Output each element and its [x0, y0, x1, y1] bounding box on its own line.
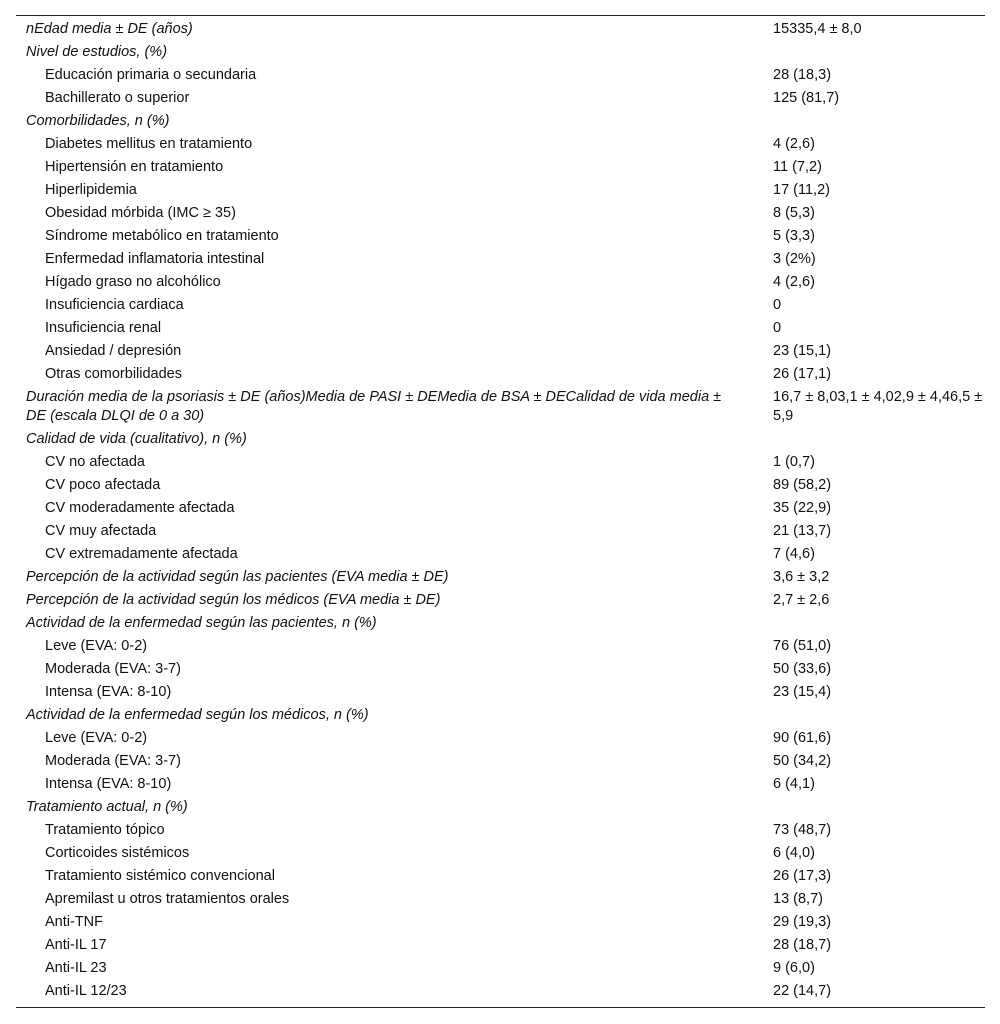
- row-value: 3 (2%): [773, 251, 816, 267]
- table-row: [16, 520, 985, 543]
- row-value: 15335,4 ± 8,0: [773, 21, 862, 37]
- row-value: 0: [773, 320, 782, 336]
- row-value: 17 (11,2): [773, 182, 830, 198]
- table-row: [16, 497, 985, 520]
- row-value: 23 (15,1): [773, 343, 832, 359]
- row-value: 6 (4,0): [773, 845, 815, 861]
- row-value: 26 (17,3): [773, 868, 832, 884]
- row-label: Leve (EVA: 0-2): [45, 638, 148, 654]
- table-row-heading: [16, 41, 985, 64]
- row-label: Hiperlipidemia: [45, 182, 137, 198]
- table-row: [16, 681, 985, 704]
- row-label: Intensa (EVA: 8-10): [45, 776, 172, 792]
- row-label: CV moderadamente afectada: [45, 500, 235, 516]
- table-row: [16, 451, 985, 474]
- row-label: CV extremadamente afectada: [45, 546, 238, 562]
- table-row-heading: [16, 18, 985, 41]
- row-value: 50 (33,6): [773, 661, 832, 677]
- table-row: [16, 819, 985, 842]
- table-row-heading: [16, 428, 985, 451]
- table-row: [16, 363, 985, 386]
- row-value: 4 (2,6): [773, 136, 815, 152]
- table-row: [16, 474, 985, 497]
- row-label: Leve (EVA: 0-2): [45, 730, 148, 746]
- table-row: [16, 750, 985, 773]
- table-row-heading: [16, 386, 985, 428]
- row-label: Comorbilidades, n (%): [26, 113, 170, 129]
- table-row: [16, 202, 985, 225]
- row-label: Diabetes mellitus en tratamiento: [45, 136, 253, 152]
- row-label: Educación primaria o secundaria: [45, 67, 257, 83]
- row-value: 21 (13,7): [773, 523, 832, 539]
- row-label: Calidad de vida (cualitativo), n (%): [26, 431, 247, 447]
- table-row-heading: [16, 110, 985, 133]
- row-label: Anti-IL 12/23: [45, 983, 127, 999]
- row-label: Percepción de la actividad según los médicos (EVA media ± DE): [26, 592, 441, 608]
- row-label: Tratamiento tópico: [45, 822, 165, 838]
- row-value: 13 (8,7): [773, 891, 823, 907]
- row-value: 5 (3,3): [773, 228, 815, 244]
- table-body: [16, 18, 985, 1003]
- table-row: [16, 294, 985, 317]
- table-row: [16, 87, 985, 110]
- row-label: Percepción de la actividad según las pacientes (EVA media ± DE): [26, 569, 449, 585]
- table-row: [16, 64, 985, 87]
- row-value: [765, 704, 985, 727]
- table-row: [16, 865, 985, 888]
- row-label: Actividad de la enfermedad según los médicos, n (%): [26, 707, 369, 723]
- row-label: Moderada (EVA: 3-7): [45, 753, 181, 769]
- row-value: 9 (6,0): [773, 960, 815, 976]
- row-value: 73 (48,7): [773, 822, 832, 838]
- row-value: 29 (19,3): [773, 914, 832, 930]
- row-value: 2,7 ± 2,6: [773, 592, 830, 608]
- row-value: 11 (7,2): [773, 159, 822, 175]
- row-label: Insuficiencia renal: [45, 320, 162, 336]
- characteristics-table: [16, 15, 985, 1008]
- row-value: 76 (51,0): [773, 638, 832, 654]
- row-label: CV muy afectada: [45, 523, 157, 539]
- row-label: Corticoides sistémicos: [45, 845, 190, 861]
- row-value: 1 (0,7): [773, 454, 815, 470]
- row-value: 3,6 ± 3,2: [773, 569, 830, 585]
- row-value: 22 (14,7): [773, 983, 832, 999]
- table-row: [16, 133, 985, 156]
- row-value: [765, 428, 985, 451]
- row-label: Insuficiencia cardiaca: [45, 297, 184, 313]
- row-value: 23 (15,4): [773, 684, 832, 700]
- table-row-heading: [16, 566, 985, 589]
- row-label: Bachillerato o superior: [45, 90, 190, 106]
- row-value: 90 (61,6): [773, 730, 832, 746]
- row-label: Hígado graso no alcohólico: [45, 274, 221, 290]
- row-value: 16,7 ± 8,03,1 ± 4,02,9 ± 4,46,5 ± 5,9: [773, 389, 983, 424]
- row-label: Nivel de estudios, (%): [26, 44, 168, 60]
- table-row: [16, 842, 985, 865]
- row-value: 125 (81,7): [773, 90, 840, 106]
- row-label: Síndrome metabólico en tratamiento: [45, 228, 279, 244]
- table-row: [16, 727, 985, 750]
- row-label: Actividad de la enfermedad según las pacientes, n (%): [26, 615, 377, 631]
- row-label: Tratamiento sistémico convencional: [45, 868, 275, 884]
- table-row: [16, 179, 985, 202]
- table-row-heading: [16, 612, 985, 635]
- row-value: 6 (4,1): [773, 776, 815, 792]
- row-value: 0: [773, 297, 782, 313]
- table-row: [16, 911, 985, 934]
- table-row: [16, 773, 985, 796]
- row-label: Obesidad mórbida (IMC ≥ 35): [45, 205, 236, 221]
- row-label: Apremilast u otros tratamientos orales: [45, 891, 290, 907]
- table-row-heading: [16, 589, 985, 612]
- row-label: Intensa (EVA: 8-10): [45, 684, 172, 700]
- table-row: [16, 340, 985, 363]
- row-value: 28 (18,3): [773, 67, 832, 83]
- table-row: [16, 888, 985, 911]
- table-row-heading: [16, 796, 985, 819]
- row-label: nEdad media ± DE (años): [26, 21, 193, 37]
- table-row: [16, 248, 985, 271]
- row-label: Otras comorbilidades: [45, 366, 182, 382]
- row-label: Moderada (EVA: 3-7): [45, 661, 181, 677]
- table-row: [16, 156, 985, 179]
- row-value: 8 (5,3): [773, 205, 815, 221]
- row-label: CV poco afectada: [45, 477, 161, 493]
- row-label: Anti-IL 17: [45, 937, 107, 953]
- table-row: [16, 543, 985, 566]
- row-value: [765, 612, 985, 635]
- row-label: Enfermedad inflamatoria intestinal: [45, 251, 265, 267]
- row-value: 89 (58,2): [773, 477, 832, 493]
- table-row: [16, 957, 985, 980]
- row-value: 35 (22,9): [773, 500, 832, 516]
- row-value: 26 (17,1): [773, 366, 832, 382]
- row-value: 50 (34,2): [773, 753, 832, 769]
- table-row: [16, 317, 985, 340]
- table-row: [16, 635, 985, 658]
- data-table: [16, 18, 985, 1003]
- table-row: [16, 934, 985, 957]
- row-label: Anti-TNF: [45, 914, 103, 930]
- row-label: Hipertensión en tratamiento: [45, 159, 224, 175]
- row-label: CV no afectada: [45, 454, 145, 470]
- table-row: [16, 980, 985, 1003]
- row-value: 7 (4,6): [773, 546, 815, 562]
- table-row: [16, 658, 985, 681]
- row-label: Duración media de la psoriasis ± DE (años)Media de PASI ± DEMedia de BSA ± DECalidad de vida media ± DE (escala DLQI de 0 a 30): [26, 389, 722, 424]
- row-label: Anti-IL 23: [45, 960, 107, 976]
- row-value: [765, 796, 985, 819]
- table-row-heading: [16, 704, 985, 727]
- table-row: [16, 271, 985, 294]
- row-label: Ansiedad / depresión: [45, 343, 182, 359]
- row-value: [765, 110, 985, 133]
- row-value: 4 (2,6): [773, 274, 815, 290]
- table-row: [16, 225, 985, 248]
- row-value: 28 (18,7): [773, 937, 832, 953]
- row-label: Tratamiento actual, n (%): [26, 799, 188, 815]
- row-value: [765, 41, 985, 64]
